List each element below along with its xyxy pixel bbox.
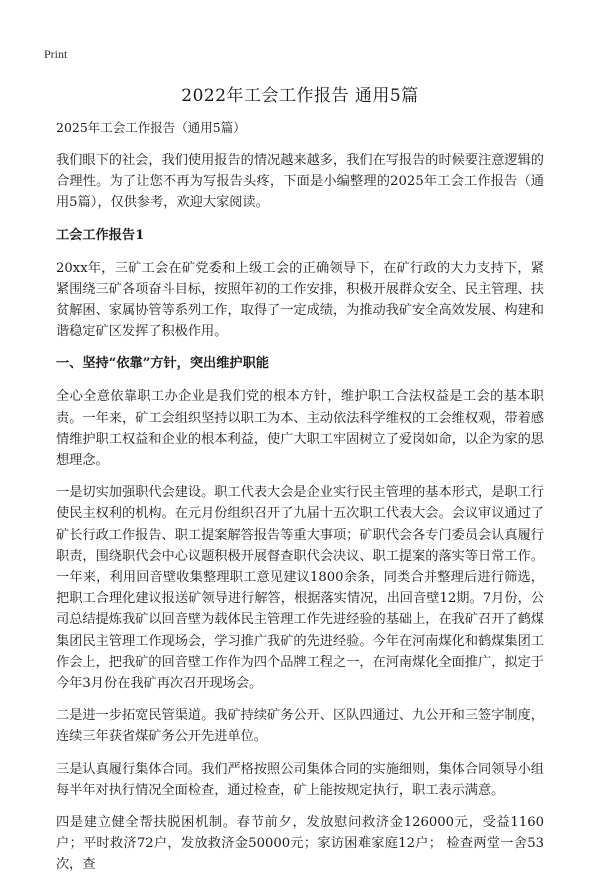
document-title: 2022年工会工作报告 通用5篇 xyxy=(181,86,419,106)
paragraph: 20xx年，三矿工会在矿党委和上级工会的正确领导下，在矿行政的大力支持下，紧紧围绕三矿各项奋斗目标，按照年初的工作安排，积极开展群众安全、民主管理、扶贫解困、家属协管等系列工作，取得了一定成绩，为推动我矿安全高效发展、构建和谐稳定矿区发挥了积极作用。 xyxy=(56,260,544,340)
document-subtitle: 2025年工会工作报告（通用5篇） xyxy=(56,120,246,135)
paragraph: 一是切实加强职代会建设。职工代表大会是企业实行民主管理的基本形式，是职工行使民主权利的机构。在元月份组织召开了九届十五次职工代表大会。会议审议通过了矿长行政工作报告、职工提案解答报告等重大事项；矿职代会各专门委员会认真履行职责，围绕职代会中心议题积极开展督查职代会决议、职工提案的落实等日常工作。一年来，利用回音壁收集整理职工意见建议1800余条，同类合并整理后进行筛选，把职工合理化建议报送矿领导进行解答，根据落实情况，出回音壁12期。7月份，公司总结提炼我矿以回音壁为载体民主管理工作先进经验的基础上，在我矿召开了鹤煤集团民主管理工作现场会，学习推广我矿的先进经验。今年在河南煤化和鹤煤集团工作会上，把我矿的回音壁工作作为四个品牌工程之一，在河南煤化全面推广，拟定于今年3月份在我矿再次召开现场会。 xyxy=(56,485,544,692)
section-heading: 工会工作报告1 xyxy=(56,227,145,243)
document-body xyxy=(56,118,544,887)
intro-paragraph: 我们眼下的社会，我们使用报告的情况越来越多，我们在写报告的时候要注意逻辑的合理性。为了让您不再为写报告头疼，下面是小编整理的2025年工会工作报告（通用5篇），仅供参考，欢迎大家阅读。 xyxy=(56,153,544,211)
section-subheading: 一、坚持“依靠”方针，突出维护职能 xyxy=(56,356,269,372)
paragraph: 二是进一步拓宽民管渠道。我矿持续矿务公开、区队四通过、九公开和三签字制度，连续三年获省煤矿务公开先进单位。 xyxy=(56,708,544,745)
paragraph: 四是建立健全帮扶脱困机制。春节前夕，发放慰问救济金126000元，受益1160户；平时救济72户，发放救济金50000元；家访困难家庭12户； 检查两堂一舍53次，查 xyxy=(56,815,544,873)
paragraph: 全心全意依靠职工办企业是我们党的根本方针，维护职工合法权益是工会的基本职责。一年来，矿工会组织坚持以职工为本、主动依法科学维权的工会维权观，带着感情维护职工权益和企业的根本利益，使广大职工牢固树立了爱岗如命，以企为家的思想理念。 xyxy=(56,389,544,469)
paragraph: 三是认真履行集体合同。我们严格按照公司集体合同的实施细则，集体合同领导小组每半年对执行情况全面检查，通过检查，矿上能按规定执行，职工表示满意。 xyxy=(56,761,544,798)
print-link[interactable]: Print xyxy=(44,47,68,61)
